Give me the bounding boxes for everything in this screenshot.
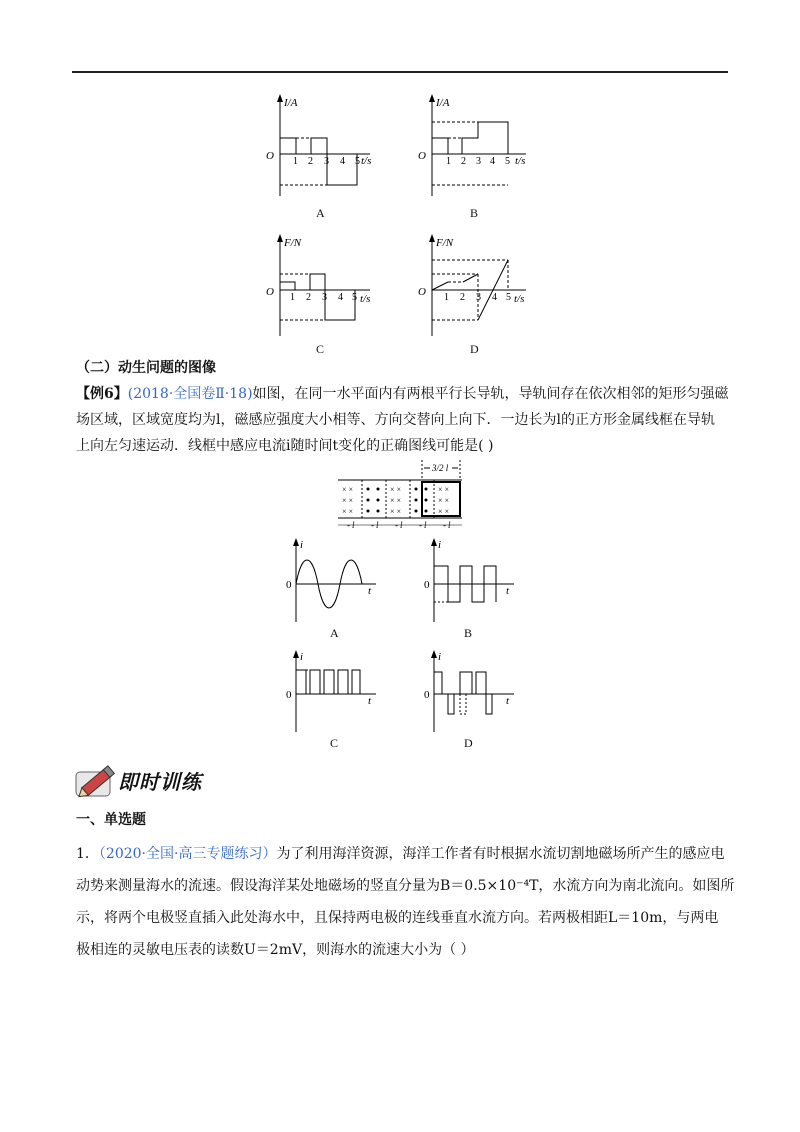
svg-text:× ×: × × bbox=[390, 485, 402, 494]
svg-text:1: 1 bbox=[290, 292, 295, 303]
graph-top-a bbox=[260, 92, 380, 204]
caption-i-b: B bbox=[464, 626, 473, 640]
svg-text:4: 4 bbox=[492, 292, 497, 303]
svg-text:O: O bbox=[266, 150, 274, 162]
question-1-line-4: 极相连的灵敏电压表的读数U＝2mV，则海水的流速大小为（ ） bbox=[76, 942, 475, 958]
example6-line-3: 上向左匀速运动．线框中感应电流i随时间t变化的正确图线可能是( ) bbox=[76, 438, 494, 454]
example6-label: 【例6】 bbox=[76, 386, 128, 402]
svg-text:3: 3 bbox=[324, 156, 329, 167]
svg-text:× ×: × × bbox=[342, 496, 354, 505]
svg-text:× ×: × × bbox=[438, 507, 450, 516]
svg-text:1: 1 bbox=[446, 156, 451, 167]
question-1-number: 1． bbox=[76, 846, 99, 862]
svg-text:F/N: F/N bbox=[284, 237, 302, 249]
example6-text bbox=[76, 381, 736, 459]
svg-text:t: t bbox=[368, 695, 372, 707]
svg-text:4: 4 bbox=[338, 292, 343, 303]
graph-i-b bbox=[424, 538, 522, 624]
svg-text:t: t bbox=[506, 585, 510, 597]
svg-text:× ×: × × bbox=[438, 485, 450, 494]
caption-i-c: C bbox=[330, 736, 339, 750]
svg-text:l: l bbox=[352, 520, 355, 530]
single-choice-heading: 一、单选题 bbox=[76, 812, 146, 828]
svg-text:t/s: t/s bbox=[361, 155, 372, 167]
width-label: 3/2 l bbox=[432, 463, 449, 473]
graph-top-b bbox=[414, 92, 538, 204]
svg-text:× ×: × × bbox=[390, 496, 402, 505]
caption-top-d: D bbox=[470, 342, 479, 356]
svg-text:0: 0 bbox=[424, 689, 430, 701]
field-figure bbox=[338, 458, 464, 532]
header-rule bbox=[72, 71, 728, 73]
example6-line-1: 如图，在同一水平面内有两根平行长导轨，导轨间存在依次相邻的矩形匀强磁 bbox=[252, 386, 729, 402]
svg-text:2: 2 bbox=[460, 292, 465, 303]
svg-text:l: l bbox=[424, 520, 427, 530]
question-1 bbox=[76, 838, 736, 966]
svg-text:× ×: × × bbox=[438, 496, 450, 505]
svg-text:× ×: × × bbox=[390, 507, 402, 516]
svg-text:O: O bbox=[418, 150, 426, 162]
pencil-icon bbox=[74, 758, 120, 804]
svg-text:-: - bbox=[419, 520, 422, 530]
svg-text:l: l bbox=[448, 520, 451, 530]
example6-source: (2018·全国卷Ⅱ·18) bbox=[127, 386, 253, 402]
svg-text:1: 1 bbox=[293, 156, 298, 167]
svg-text:-: - bbox=[443, 520, 446, 530]
training-title: 即时训练 bbox=[118, 770, 202, 794]
graph-i-d bbox=[424, 650, 522, 734]
svg-text:F/N: F/N bbox=[436, 237, 454, 249]
svg-text:t: t bbox=[368, 585, 372, 597]
svg-text:4: 4 bbox=[340, 156, 345, 167]
svg-text:3: 3 bbox=[476, 292, 481, 303]
svg-text:t/s: t/s bbox=[360, 293, 371, 305]
graph-top-d bbox=[414, 232, 538, 344]
svg-text:t: t bbox=[506, 695, 510, 707]
svg-text:i: i bbox=[300, 539, 304, 551]
svg-text:2: 2 bbox=[461, 156, 466, 167]
caption-top-b: B bbox=[470, 206, 479, 220]
svg-text:× ×: × × bbox=[342, 507, 354, 516]
svg-text:l: l bbox=[376, 520, 379, 530]
caption-top-c: C bbox=[316, 342, 325, 356]
svg-text:0: 0 bbox=[286, 689, 292, 701]
svg-text:× ×: × × bbox=[342, 485, 354, 494]
caption-i-d: D bbox=[464, 736, 473, 750]
svg-text:i: i bbox=[438, 651, 442, 663]
svg-text:3: 3 bbox=[322, 292, 327, 303]
svg-text:-: - bbox=[395, 520, 398, 530]
svg-text:-: - bbox=[347, 520, 350, 530]
svg-text:O: O bbox=[418, 286, 426, 298]
caption-i-a: A bbox=[330, 626, 339, 640]
caption-top-a: A bbox=[316, 206, 325, 220]
svg-text:0: 0 bbox=[424, 579, 430, 591]
svg-text:l: l bbox=[400, 520, 403, 530]
svg-text:2: 2 bbox=[306, 292, 311, 303]
svg-text:5: 5 bbox=[506, 292, 511, 303]
svg-text:t/s: t/s bbox=[514, 293, 525, 305]
svg-text:t/s: t/s bbox=[515, 155, 526, 167]
section-heading: （二）动生问题的图像 bbox=[76, 360, 216, 376]
graph-i-a bbox=[282, 538, 380, 624]
question-1-line-3: 示，将两个电极竖直插入此处海水中，且保持两电极的连线垂直水流方向。若两极相距L＝10m，与两电 bbox=[76, 910, 719, 926]
svg-text:I/A: I/A bbox=[284, 97, 298, 109]
svg-text:i: i bbox=[438, 539, 442, 551]
graph-top-c bbox=[260, 232, 380, 344]
question-1-source: （2020·全国·高三专题练习） bbox=[98, 846, 277, 862]
graph-i-c bbox=[282, 650, 380, 734]
example6-line-2: 场区域，区域宽度均为l，磁感应强度大小相等、方向交替向上向下．一边长为l的正方形金属线框在导轨 bbox=[76, 412, 715, 428]
svg-text:O: O bbox=[266, 286, 274, 298]
svg-text:2: 2 bbox=[308, 156, 313, 167]
svg-text:I/A: I/A bbox=[436, 97, 450, 109]
svg-text:5: 5 bbox=[355, 156, 360, 167]
question-1-line-2: 动势来测量海水的流速。假设海洋某处地磁场的竖直分量为B＝0.5×10⁻⁴T，水流方向为南北流向。如图所 bbox=[76, 878, 735, 894]
question-1-line-1: 为了利用海洋资源，海洋工作者有时根据水流切割地磁场所产生的感应电 bbox=[276, 846, 725, 862]
svg-text:-: - bbox=[371, 520, 374, 530]
svg-text:3: 3 bbox=[476, 156, 481, 167]
svg-text:1: 1 bbox=[444, 292, 449, 303]
svg-text:i: i bbox=[300, 651, 304, 663]
svg-text:5: 5 bbox=[352, 292, 357, 303]
svg-text:0: 0 bbox=[286, 579, 292, 591]
svg-text:5: 5 bbox=[505, 156, 510, 167]
svg-text:4: 4 bbox=[490, 156, 495, 167]
